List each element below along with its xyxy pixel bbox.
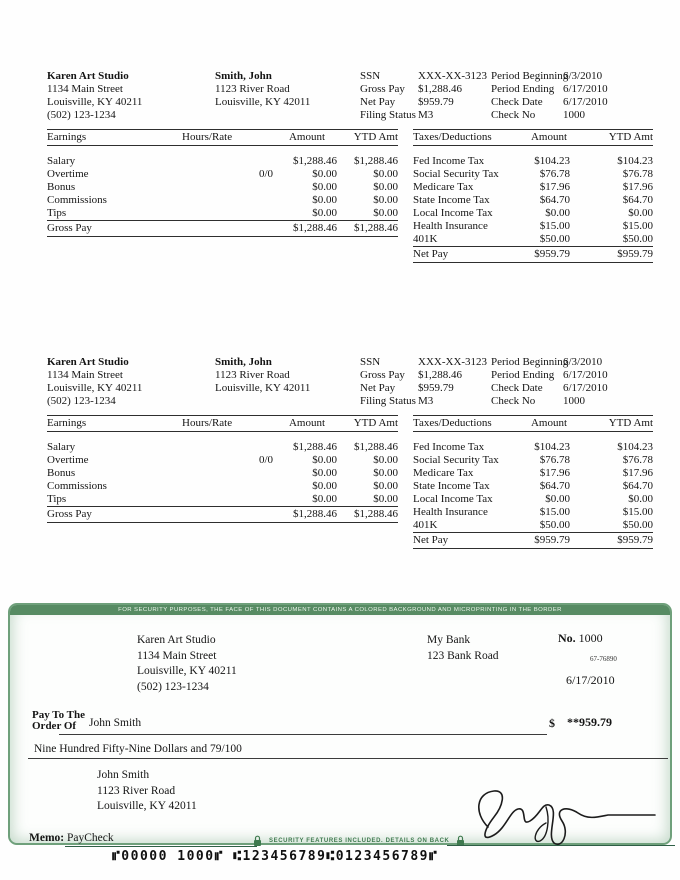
table-row: Bonus $0.00 $0.00 [47, 181, 398, 193]
period-ending-label: Period Ending [491, 83, 555, 95]
period-ending-value: 6/17/2010 [563, 369, 608, 381]
table-row: Bonus $0.00 $0.00 [47, 467, 398, 479]
check-date-label: Check Date [491, 382, 543, 394]
stub-company-address [47, 356, 142, 408]
stub-period-labels [491, 70, 568, 122]
bank-name-address [427, 633, 499, 664]
net-pay-value: $959.79 [418, 382, 454, 394]
stub-period-values [563, 70, 608, 122]
hours-rate-col-header: Hours/Rate [182, 417, 233, 429]
stub-employee-address [215, 356, 310, 395]
employee-name: Smith, John [215, 70, 272, 82]
check-no-value: 1000 [563, 109, 585, 121]
table-row: Overtime 0/0 $0.00 $0.00 [47, 168, 398, 180]
ytd-col-header: YTD Amt [353, 417, 398, 429]
signature [450, 783, 665, 847]
payee-underline [59, 734, 547, 735]
check-date-label: Check Date [491, 96, 543, 108]
security-banner-text: FOR SECURITY PURPOSES, THE FACE OF THIS DOCUMENT CONTAINS A COLORED BACKGROUND AND MICROPRINTING IN THE BORDER [118, 607, 562, 613]
period-beginning-label: Period Beginning [491, 356, 569, 368]
employee-city: Louisville, KY 42011 [215, 382, 311, 394]
stub-employee-address [215, 70, 310, 109]
table-row: Commissions $0.00 $0.00 [47, 480, 398, 492]
security-banner [10, 605, 670, 615]
micr-line: ⑈00000 1000⑈ ⑆123456789⑆0123456789⑈ [112, 849, 439, 864]
table-row: Health Insurance $15.00 $15.00 [413, 506, 653, 518]
ssn-label: SSN [360, 70, 381, 82]
gross-pay-value: $1,288.46 [418, 369, 462, 381]
check-date-value: 6/17/2010 [563, 96, 608, 108]
taxes-deductions-col-header: Taxes/Deductions [413, 131, 492, 143]
stub-info-values [418, 70, 487, 122]
net-pay-label: Net Pay [360, 382, 396, 394]
ytd-col-header: YTD Amt [608, 131, 653, 143]
table-row: Tips $0.00 $0.00 [47, 207, 398, 219]
net-pay-label: Net Pay [360, 96, 396, 108]
ytd-col-header: YTD Amt [608, 417, 653, 429]
dollar-sign: $ [549, 716, 555, 730]
earnings-header-row [47, 415, 398, 432]
memo-line [29, 832, 114, 844]
gross-pay-total-row: Gross Pay $1,288.46 $1,288.46 [47, 220, 398, 237]
gross-pay-value: $1,288.46 [418, 83, 462, 95]
table-row: Salary $1,288.46 $1,288.46 [47, 441, 398, 453]
company-name: Karen Art Studio [47, 70, 129, 82]
bank-street: 123 Bank Road [427, 649, 499, 662]
amount-words-underline [28, 758, 668, 759]
period-ending-value: 6/17/2010 [563, 83, 608, 95]
hours-rate-col-header: Hours/Rate [182, 131, 233, 143]
net-pay-total-row: Net Pay $959.79 $959.79 [413, 246, 653, 263]
table-row: Fed Income Tax $104.23 $104.23 [413, 441, 653, 453]
check-no-value: 1000 [563, 395, 585, 407]
security-features-note [253, 835, 465, 847]
company-city: Louisville, KY 40211 [47, 382, 143, 394]
table-row: Overtime 0/0 $0.00 $0.00 [47, 454, 398, 466]
check-date-value: 6/17/2010 [563, 382, 608, 394]
payee-name: John Smith [89, 717, 142, 729]
memo-value: PayCheck [67, 832, 114, 844]
employee-name: Smith, John [215, 356, 272, 368]
earnings-col-header: Earnings [47, 417, 87, 429]
table-row: Salary $1,288.46 $1,288.46 [47, 155, 398, 167]
table-row: Social Security Tax $76.78 $76.78 [413, 168, 653, 180]
check-company-address: Karen Art Studio 1134 Main Street Louisville, KY 40211 (502) 123-1234 [137, 634, 237, 693]
check-date: 6/17/2010 [566, 673, 615, 687]
ssn-label: SSN [360, 356, 381, 368]
period-beginning-label: Period Beginning [491, 70, 569, 82]
filing-status-label: Filing Status [360, 395, 416, 407]
pay-stub-copy [0, 356, 680, 642]
company-name: Karen Art Studio [47, 356, 129, 368]
table-row: 401K $50.00 $50.00 [413, 233, 653, 245]
pay-to-the-order-of-label: Pay To The Order Of [32, 709, 85, 732]
employee-street: 1123 River Road [215, 369, 290, 381]
amount-col-header: Amount [288, 417, 326, 429]
bank-check [8, 603, 672, 845]
bank-fraction-number: 67-76890 [590, 655, 617, 663]
check-amount-numeric: **959.79 [567, 715, 612, 729]
deductions-header-row [413, 415, 653, 432]
filing-status-label: Filing Status [360, 109, 416, 121]
company-phone: (502) 123-1234 [47, 395, 116, 407]
deductions-header-row [413, 129, 653, 146]
table-row: 401K $50.00 $50.00 [413, 519, 653, 531]
memo-underline [65, 846, 257, 847]
table-row: Local Income Tax $0.00 $0.00 [413, 207, 653, 219]
earnings-table [47, 129, 398, 237]
company-city: Louisville, KY 40211 [47, 96, 143, 108]
company-phone: (502) 123-1234 [47, 109, 116, 121]
amount-col-header: Amount [530, 417, 568, 429]
earnings-col-header: Earnings [47, 131, 87, 143]
deductions-table [413, 415, 653, 549]
memo-label: Memo: [29, 832, 65, 844]
employee-street: 1123 River Road [215, 83, 290, 95]
pay-stub-top [0, 70, 680, 356]
stub-info-labels [360, 356, 416, 408]
table-row: Commissions $0.00 $0.00 [47, 194, 398, 206]
table-row: Fed Income Tax $104.23 $104.23 [413, 155, 653, 167]
taxes-deductions-col-header: Taxes/Deductions [413, 417, 492, 429]
payee-address-block: John Smith 1123 River Road Louisville, KY 42011 [97, 769, 197, 812]
earnings-header-row [47, 129, 398, 146]
table-row: Health Insurance $15.00 $15.00 [413, 220, 653, 232]
ytd-col-header: YTD Amt [353, 131, 398, 143]
period-beginning-value: 6/3/2010 [563, 356, 603, 368]
table-row: State Income Tax $64.70 $64.70 [413, 194, 653, 206]
ssn-value: XXX-XX-3123 [418, 356, 488, 368]
earnings-table [47, 415, 398, 523]
gross-pay-label: Gross Pay [360, 369, 405, 381]
stub-period-labels [491, 356, 568, 408]
table-row: Tips $0.00 $0.00 [47, 493, 398, 505]
filing-status-value: M3 [418, 109, 434, 121]
stub-info-labels [360, 70, 416, 122]
table-row: State Income Tax $64.70 $64.70 [413, 480, 653, 492]
stub-period-values [563, 356, 608, 408]
net-pay-total-row: Net Pay $959.79 $959.79 [413, 532, 653, 549]
bank-name: My Bank [427, 634, 471, 646]
amount-col-header: Amount [530, 131, 568, 143]
deductions-table [413, 129, 653, 263]
table-row: Local Income Tax $0.00 $0.00 [413, 493, 653, 505]
ssn-value: XXX-XX-3123 [418, 70, 488, 82]
check-number: No. 1000 [558, 631, 603, 645]
net-pay-value: $959.79 [418, 96, 454, 108]
gross-pay-label: Gross Pay [360, 83, 405, 95]
check-no-label: Check No [491, 395, 536, 407]
period-beginning-value: 6/3/2010 [563, 70, 603, 82]
amount-in-words: Nine Hundred Fifty-Nine Dollars and 79/100 [34, 743, 242, 755]
stub-info-values [418, 356, 487, 408]
lock-icon [253, 835, 262, 847]
filing-status-value: M3 [418, 395, 434, 407]
stub-company-address [47, 70, 142, 122]
table-row: Medicare Tax $17.96 $17.96 [413, 181, 653, 193]
period-ending-label: Period Ending [491, 369, 555, 381]
amount-col-header: Amount [288, 131, 326, 143]
table-row: Social Security Tax $76.78 $76.78 [413, 454, 653, 466]
security-note-text: SECURITY FEATURES INCLUDED. DETAILS ON BACK [269, 838, 450, 844]
company-street: 1134 Main Street [47, 83, 123, 95]
company-street: 1134 Main Street [47, 369, 123, 381]
gross-pay-total-row: Gross Pay $1,288.46 $1,288.46 [47, 506, 398, 523]
employee-city: Louisville, KY 42011 [215, 96, 311, 108]
check-no-label: Check No [491, 109, 536, 121]
table-row: Medicare Tax $17.96 $17.96 [413, 467, 653, 479]
